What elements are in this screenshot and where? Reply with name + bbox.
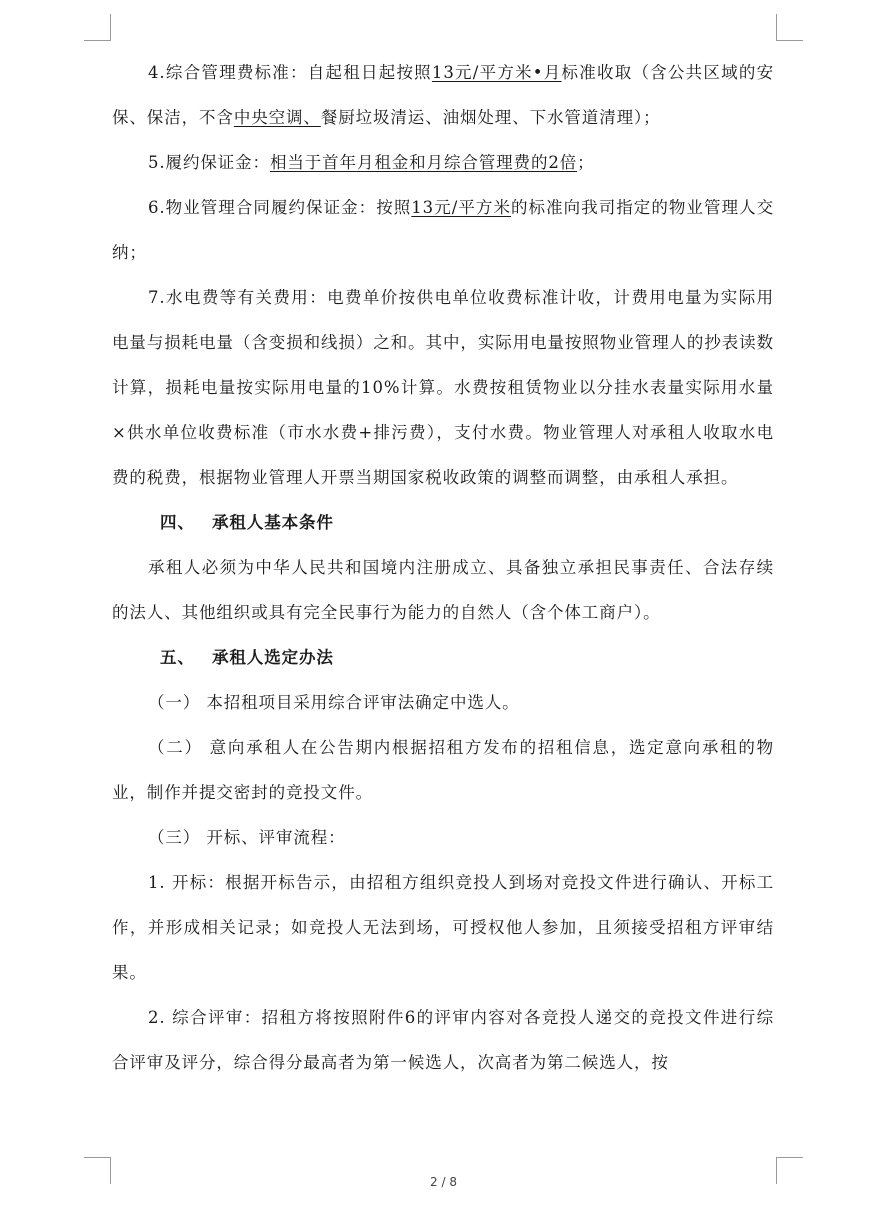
page-number: 2 / 8 (430, 1175, 457, 1189)
document-body (112, 50, 774, 1085)
text-run: 4.综合管理费标准：自起租日起按照 (148, 63, 432, 82)
section-heading-5 (112, 635, 774, 680)
underlined-text: 13元/平方米•月 (431, 63, 562, 82)
underlined-text: 中央空调、 (233, 108, 321, 127)
paragraph-deposit (112, 140, 774, 185)
paragraph-evaluation: 2. 综合评审：招租方将按照附件6的评审内容对各竞投人递交的竞投文件进行综合评审及评分，综合得分最高者为第一候选人，次高者为第二候选人，按 (112, 1008, 774, 1072)
heading-title: 承租人选定办法 (212, 648, 334, 667)
underlined-text: 相当于首年月租金和月综合管理费的2倍 (269, 153, 578, 172)
text-run: 餐厨垃圾清运、油烟处理、下水管道清理）； (320, 108, 661, 127)
section-heading-4 (112, 500, 774, 545)
paragraph-property-deposit (112, 185, 774, 275)
paragraph-management-fee (112, 50, 774, 140)
text-run: 5.履约保证金： (148, 153, 270, 172)
paragraph-item-3: （三） 开标、评审流程： (148, 828, 346, 847)
crop-mark-top-right (776, 14, 803, 41)
paragraph-opening: 1. 开标：根据开标告示，由招租方组织竞投人到场对竞投文件进行确认、开标工作，并形成相关记录；如竞投人无法到场，可授权他人参加，且须接受招租方评审结果。 (112, 873, 774, 982)
text-run: 6.物业管理合同履约保证金：按照 (148, 198, 412, 217)
text-run: 标准收取（含公共区域的安保、保洁，不含 (112, 63, 774, 127)
text-run: ； (577, 153, 595, 172)
underlined-text: 13元/平方米 (411, 198, 511, 217)
paragraph-tenant-conditions: 承租人必须为中华人民共和国境内注册成立、具备独立承担民事责任、合法存续的法人、其他组织或具有完全民事行为能力的自然人（含个体工商户）。 (112, 558, 774, 622)
text-run: 的标准向我司指定的物业管理人交纳； (112, 198, 774, 262)
heading-number: 五、 (160, 648, 195, 667)
heading-title: 承租人基本条件 (212, 513, 334, 532)
paragraph-utilities: 7.水电费等有关费用：电费单价按供电单位收费标准计收，计费用电量为实际用电量与损耗电量（含变损和线损）之和。其中，实际用电量按照物业管理人的抄表读数计算，损耗电量按实际用电量的10%计算。水费按租赁物业以分挂水表量实际用水量×供水单位收费标准（市水水费+排污费），支付水费。物业管理人对承租人收取水电费的税费，根据物业管理人开票当期国家税收政策的调整而调整，由承租人承担。 (112, 288, 774, 487)
paragraph-item-2: （二） 意向承租人在公告期内根据招租方发布的招租信息，选定意向承租的物业，制作并提交密封的竞投文件。 (112, 738, 774, 802)
crop-mark-top-left (84, 14, 111, 41)
heading-number: 四、 (160, 513, 195, 532)
paragraph-item-1: （一） 本招租项目采用综合评审法确定中选人。 (148, 693, 520, 712)
